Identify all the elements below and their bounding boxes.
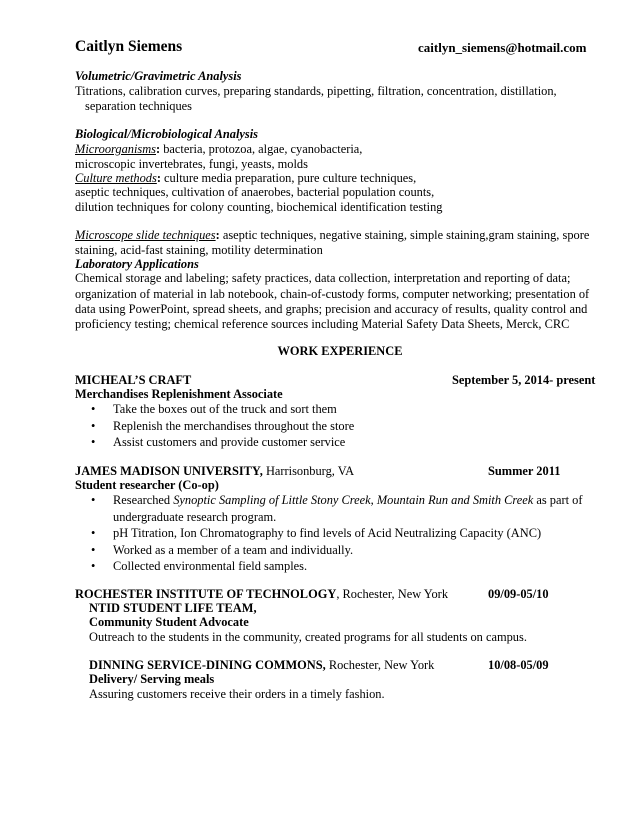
lab-text-2: organization of material in lab notebook, chain-of-custody forms, computer networking; presentation of xyxy=(75,287,590,301)
volumetric-text-2: separation techniques xyxy=(85,99,193,113)
job-1-bullet: • Take the boxes out of the truck and sort them xyxy=(75,401,354,418)
job-2-bullet-1-pre: Researched xyxy=(113,493,174,507)
job-2-bullet xyxy=(75,492,582,509)
volumetric-heading: Volumetric/Gravimetric Analysis xyxy=(75,69,242,83)
job-1-bullet: • Assist customers and provide customer service xyxy=(75,434,354,451)
culture-methods-colon: : xyxy=(156,171,161,185)
microorganisms-text: bacteria, protozoa, algae, cyanobacteria, xyxy=(160,142,363,156)
culture-methods-label: Culture methods xyxy=(75,171,157,185)
job-2-bullet-1-post: as part of xyxy=(533,493,583,507)
lab-heading: Laboratory Applications xyxy=(75,257,199,271)
applicant-email[interactable]: caitlyn_siemens@hotmail.com xyxy=(418,40,587,55)
culture-methods-text-2: aseptic techniques, cultivation of anaerobes, bacterial population counts, xyxy=(75,185,435,199)
job-1-title: Merchandises Replenishment Associate xyxy=(75,387,283,401)
microorganisms-line xyxy=(75,141,362,157)
job-4-employer: DINNING SERVICE-DINING COMMONS, xyxy=(89,658,326,672)
job-4-title: Delivery/ Serving meals xyxy=(89,672,215,686)
job-2-bullet-1-project: Synoptic Sampling of Little Stony Creek, Mountain Run and Smith Creek xyxy=(173,493,534,507)
lab-text-3: data using PowerPoint, spread sheets, and graphs; precision and accuracy of results, quality control and xyxy=(75,302,588,316)
job-2-bullet-1-continuation xyxy=(75,509,582,526)
slide-techniques-text-2: staining, acid-fast staining, motility determination xyxy=(75,243,323,257)
lab-text-4: proficiency testing; chemical reference sources including Material Safety Data Sheets, Merck, CRC xyxy=(75,317,570,331)
culture-methods-text: culture media preparation, pure culture techniques, xyxy=(160,171,417,185)
culture-methods-text-3: dilution techniques for colony counting, biochemical identification testing xyxy=(75,200,443,214)
job-2-bullets xyxy=(75,492,582,575)
job-4-location: Rochester, New York xyxy=(325,658,435,672)
job-3-employer: ROCHESTER INSTITUTE OF TECHNOLOGY xyxy=(75,587,337,601)
applicant-name: Caitlyn Siemens xyxy=(75,38,183,55)
job-2-bullet: • Worked as a member of a team and individually. xyxy=(75,542,582,559)
job-3-dates: 09/09-05/10 xyxy=(488,587,549,601)
job-3-sub-org: NTID STUDENT LIFE TEAM, xyxy=(89,601,257,615)
job-3-description: Outreach to the students in the community, created programs for all students on campus. xyxy=(89,630,527,644)
bio-heading: Biological/Microbiological Analysis xyxy=(75,127,258,141)
volumetric-text-1: Titrations, calibration curves, preparing standards, pipetting, filtration, concentration, distillation, xyxy=(75,84,557,98)
work-experience-heading: WORK EXPERIENCE xyxy=(277,344,403,358)
slide-techniques-text: aseptic techniques, negative staining, simple staining,gram staining, spore xyxy=(219,228,590,242)
job-3-title: Community Student Advocate xyxy=(89,615,249,629)
job-2-title: Student researcher (Co-op) xyxy=(75,478,219,492)
job-1-bullet: • Replenish the merchandises throughout the store xyxy=(75,418,354,435)
slide-techniques-label: Microscope slide techniques xyxy=(75,228,216,242)
job-2-bullet-1-line2: undergraduate research program. xyxy=(113,509,277,524)
job-2-dates: Summer 2011 xyxy=(488,464,561,478)
job-1-employer: MICHEAL’S CRAFT xyxy=(75,373,192,387)
microorganisms-colon: : xyxy=(156,142,161,156)
job-1-dates: September 5, 2014- present xyxy=(452,373,596,387)
job-4-description: Assuring customers receive their orders in a timely fashion. xyxy=(89,687,385,701)
job-2-location: Harrisonburg, VA xyxy=(262,464,355,478)
job-2-bullet: • pH Titration, Ion Chromatography to find levels of Acid Neutralizing Capacity (ANC) xyxy=(75,525,582,542)
job-3-location: , Rochester, New York xyxy=(336,587,449,601)
job-2-employer: JAMES MADISON UNIVERSITY, xyxy=(75,464,263,478)
lab-text-1: Chemical storage and labeling; safety practices, data collection, interpretation and reporting of data; xyxy=(75,271,571,285)
microorganisms-label: Microorganisms xyxy=(75,142,156,156)
job-2-bullet: • Collected environmental field samples. xyxy=(75,558,582,575)
job-4-dates: 10/08-05/09 xyxy=(488,658,549,672)
job-1-bullets xyxy=(75,401,354,451)
microorganisms-text-2: microscopic invertebrates, fungi, yeasts, molds xyxy=(75,157,308,171)
slide-techniques-colon: : xyxy=(215,228,220,242)
slide-techniques-line xyxy=(75,227,589,243)
